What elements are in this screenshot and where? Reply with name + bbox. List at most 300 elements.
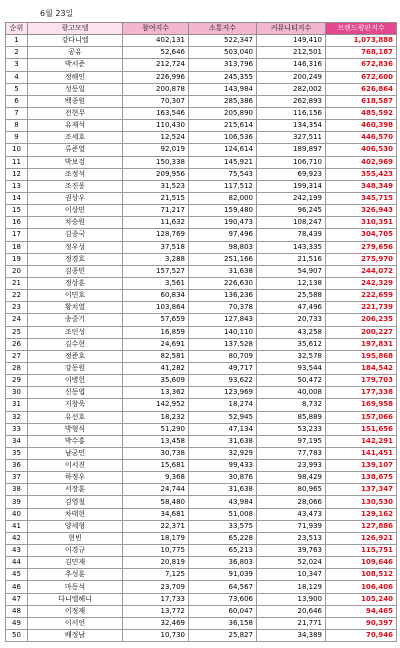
rank-cell: 2: [6, 47, 28, 59]
table-row: [6, 253, 397, 265]
community-cell: 52,024: [257, 557, 326, 569]
community-cell: 69,923: [257, 168, 326, 180]
rank-cell: 33: [6, 423, 28, 435]
participation-cell: 13,362: [123, 387, 189, 399]
communication-cell: 31,638: [189, 265, 257, 277]
communication-cell: 226,630: [189, 277, 257, 289]
brand-reputation-table: [5, 22, 397, 642]
model-name-cell: 정해인: [28, 71, 123, 83]
model-name-cell: 이서언: [28, 617, 123, 629]
model-name-cell: 조정석: [28, 168, 123, 180]
model-name-cell: 서장훈: [28, 484, 123, 496]
rank-cell: 27: [6, 350, 28, 362]
communication-cell: 93,622: [189, 375, 257, 387]
participation-cell: 103,864: [123, 302, 189, 314]
table-row: [6, 326, 397, 338]
participation-cell: 22,371: [123, 520, 189, 532]
table-row: [6, 120, 397, 132]
brand-reputation-cell: 1,073,888: [326, 35, 397, 47]
participation-cell: 209,956: [123, 168, 189, 180]
rank-cell: 47: [6, 593, 28, 605]
community-cell: 143,335: [257, 241, 326, 253]
table-row: [6, 362, 397, 374]
model-name-cell: 성동일: [28, 83, 123, 95]
model-name-cell: 전현무: [28, 107, 123, 119]
table-row: [6, 545, 397, 557]
participation-cell: 41,282: [123, 362, 189, 374]
brand-reputation-cell: 242,329: [326, 277, 397, 289]
community-cell: 34,389: [257, 630, 326, 642]
community-cell: 108,247: [257, 217, 326, 229]
model-name-cell: 김종국: [28, 229, 123, 241]
brand-reputation-cell: 768,187: [326, 47, 397, 59]
brand-reputation-cell: 195,868: [326, 350, 397, 362]
brand-reputation-cell: 108,512: [326, 569, 397, 581]
table-row: [6, 144, 397, 156]
participation-cell: 35,609: [123, 375, 189, 387]
participation-cell: 12,524: [123, 132, 189, 144]
table-row: [6, 508, 397, 520]
model-name-cell: 이경규: [28, 545, 123, 557]
model-name-cell: 박보검: [28, 156, 123, 168]
rank-cell: 43: [6, 545, 28, 557]
rank-cell: 25: [6, 326, 28, 338]
community-cell: 20,646: [257, 605, 326, 617]
participation-cell: 71,217: [123, 205, 189, 217]
communication-cell: 47,134: [189, 423, 257, 435]
participation-cell: 58,480: [123, 496, 189, 508]
model-name-cell: 황치열: [28, 302, 123, 314]
communication-cell: 123,969: [189, 387, 257, 399]
community-cell: 35,612: [257, 338, 326, 350]
community-cell: 146,316: [257, 59, 326, 71]
community-cell: 98,429: [257, 472, 326, 484]
communication-cell: 36,803: [189, 557, 257, 569]
model-name-cell: 김영철: [28, 496, 123, 508]
brand-reputation-cell: 138,675: [326, 472, 397, 484]
communication-cell: 49,717: [189, 362, 257, 374]
communication-cell: 503,040: [189, 47, 257, 59]
table-row: [6, 387, 397, 399]
brand-reputation-cell: 222,659: [326, 290, 397, 302]
participation-cell: 18,232: [123, 411, 189, 423]
table-row: [6, 277, 397, 289]
brand-reputation-cell: 139,107: [326, 460, 397, 472]
table-row: [6, 83, 397, 95]
model-name-cell: 하정우: [28, 472, 123, 484]
participation-cell: 34,681: [123, 508, 189, 520]
community-cell: 199,314: [257, 180, 326, 192]
community-cell: 200,249: [257, 71, 326, 83]
participation-cell: 9,368: [123, 472, 189, 484]
community-cell: 212,501: [257, 47, 326, 59]
brand-reputation-cell: 672,600: [326, 71, 397, 83]
participation-cell: 31,523: [123, 180, 189, 192]
brand-reputation-cell: 179,703: [326, 375, 397, 387]
participation-cell: 163,546: [123, 107, 189, 119]
model-name-cell: 정준호: [28, 350, 123, 362]
date-label: 6월 23일: [40, 9, 74, 18]
participation-cell: 92,019: [123, 144, 189, 156]
model-name-cell: 마동석: [28, 581, 123, 593]
model-name-cell: 추성훈: [28, 569, 123, 581]
table-row: [6, 217, 397, 229]
communication-cell: 285,386: [189, 95, 257, 107]
communication-cell: 140,110: [189, 326, 257, 338]
participation-cell: 17,733: [123, 593, 189, 605]
communication-cell: 205,890: [189, 107, 257, 119]
brand-reputation-cell: 221,739: [326, 302, 397, 314]
rank-cell: 7: [6, 107, 28, 119]
community-cell: 25,588: [257, 290, 326, 302]
table-row: [6, 569, 397, 581]
brand-reputation-cell: 304,705: [326, 229, 397, 241]
brand-reputation-cell: 177,338: [326, 387, 397, 399]
brand-reputation-cell: 70,946: [326, 630, 397, 642]
rank-cell: 37: [6, 472, 28, 484]
rank-cell: 49: [6, 617, 28, 629]
model-name-cell: 이서진: [28, 460, 123, 472]
communication-cell: 32,929: [189, 447, 257, 459]
model-name-cell: 박형식: [28, 423, 123, 435]
brand-reputation-cell: 310,351: [326, 217, 397, 229]
table-row: [6, 95, 397, 107]
brand-reputation-cell: 244,072: [326, 265, 397, 277]
community-cell: 18,129: [257, 581, 326, 593]
communication-cell: 82,000: [189, 192, 257, 204]
rank-cell: 12: [6, 168, 28, 180]
header-communication: 소통지수: [189, 23, 257, 35]
community-cell: 93,544: [257, 362, 326, 374]
participation-cell: 32,469: [123, 617, 189, 629]
brand-reputation-cell: 169,958: [326, 399, 397, 411]
model-name-cell: 김민재: [28, 557, 123, 569]
table-row: [6, 447, 397, 459]
table-row: [6, 156, 397, 168]
communication-cell: 91,039: [189, 569, 257, 581]
community-cell: 13,900: [257, 593, 326, 605]
participation-cell: 16,859: [123, 326, 189, 338]
participation-cell: 24,691: [123, 338, 189, 350]
rank-cell: 45: [6, 569, 28, 581]
table-row: [6, 532, 397, 544]
table-row: [6, 229, 397, 241]
header-community: 커뮤니티지수: [257, 23, 326, 35]
rank-cell: 4: [6, 71, 28, 83]
community-cell: 32,578: [257, 350, 326, 362]
communication-cell: 31,638: [189, 435, 257, 447]
rank-cell: 28: [6, 362, 28, 374]
community-cell: 106,710: [257, 156, 326, 168]
model-name-cell: 정우성: [28, 241, 123, 253]
community-cell: 40,008: [257, 387, 326, 399]
communication-cell: 30,876: [189, 472, 257, 484]
community-cell: 134,354: [257, 120, 326, 132]
model-name-cell: 조세호: [28, 132, 123, 144]
model-name-cell: 신동엽: [28, 387, 123, 399]
table-row: [6, 59, 397, 71]
participation-cell: 60,834: [123, 290, 189, 302]
brand-reputation-cell: 485,592: [326, 107, 397, 119]
brand-reputation-cell: 141,451: [326, 447, 397, 459]
participation-cell: 402,131: [123, 35, 189, 47]
table-row: [6, 47, 397, 59]
community-cell: 80,965: [257, 484, 326, 496]
header-brand-reputation: 브랜드평판지수: [326, 23, 397, 35]
participation-cell: 23,709: [123, 581, 189, 593]
table-row: [6, 460, 397, 472]
model-name-cell: 박서준: [28, 59, 123, 71]
brand-reputation-cell: 109,646: [326, 557, 397, 569]
rank-cell: 11: [6, 156, 28, 168]
community-cell: 327,511: [257, 132, 326, 144]
rank-cell: 16: [6, 217, 28, 229]
table-row: [6, 581, 397, 593]
rank-cell: 44: [6, 557, 28, 569]
table-row: [6, 241, 397, 253]
communication-cell: 190,473: [189, 217, 257, 229]
communication-cell: 65,228: [189, 532, 257, 544]
model-name-cell: 유재석: [28, 120, 123, 132]
communication-cell: 25,827: [189, 630, 257, 642]
community-cell: 282,002: [257, 83, 326, 95]
community-cell: 77,783: [257, 447, 326, 459]
participation-cell: 226,996: [123, 71, 189, 83]
brand-reputation-cell: 345,715: [326, 192, 397, 204]
rank-cell: 13: [6, 180, 28, 192]
table-row: [6, 375, 397, 387]
model-name-cell: 김수현: [28, 338, 123, 350]
model-name-cell: 양세형: [28, 520, 123, 532]
model-name-cell: 다니엘헤니: [28, 593, 123, 605]
rank-cell: 30: [6, 387, 28, 399]
communication-cell: 143,984: [189, 83, 257, 95]
brand-reputation-cell: 348,349: [326, 180, 397, 192]
rank-cell: 34: [6, 435, 28, 447]
brand-reputation-cell: 126,921: [326, 532, 397, 544]
rank-cell: 36: [6, 460, 28, 472]
communication-cell: 64,567: [189, 581, 257, 593]
table-row: [6, 605, 397, 617]
participation-cell: 157,527: [123, 265, 189, 277]
rank-cell: 1: [6, 35, 28, 47]
community-cell: 116,156: [257, 107, 326, 119]
model-name-cell: 이정재: [28, 605, 123, 617]
participation-cell: 52,646: [123, 47, 189, 59]
table-row: [6, 520, 397, 532]
community-cell: 53,233: [257, 423, 326, 435]
header-model: 광고모델: [28, 23, 123, 35]
communication-cell: 98,803: [189, 241, 257, 253]
rank-cell: 22: [6, 290, 28, 302]
table-row: [6, 617, 397, 629]
participation-cell: 37,518: [123, 241, 189, 253]
communication-cell: 60,047: [189, 605, 257, 617]
brand-reputation-cell: 406,530: [326, 144, 397, 156]
rank-cell: 46: [6, 581, 28, 593]
community-cell: 20,733: [257, 314, 326, 326]
brand-reputation-cell: 626,864: [326, 83, 397, 95]
communication-cell: 136,236: [189, 290, 257, 302]
community-cell: 96,245: [257, 205, 326, 217]
participation-cell: 20,819: [123, 557, 189, 569]
communication-cell: 75,543: [189, 168, 257, 180]
table-row: [6, 338, 397, 350]
communication-cell: 251,166: [189, 253, 257, 265]
communication-cell: 31,638: [189, 484, 257, 496]
communication-cell: 127,843: [189, 314, 257, 326]
communication-cell: 73,606: [189, 593, 257, 605]
participation-cell: 10,775: [123, 545, 189, 557]
communication-cell: 215,614: [189, 120, 257, 132]
brand-reputation-cell: 94,465: [326, 605, 397, 617]
community-cell: 262,893: [257, 95, 326, 107]
community-cell: 8,732: [257, 399, 326, 411]
model-name-cell: 김종민: [28, 265, 123, 277]
model-name-cell: 남궁민: [28, 447, 123, 459]
brand-reputation-cell: 105,240: [326, 593, 397, 605]
brand-reputation-cell: 106,406: [326, 581, 397, 593]
community-cell: 85,889: [257, 411, 326, 423]
brand-reputation-cell: 197,831: [326, 338, 397, 350]
rank-cell: 40: [6, 508, 28, 520]
community-cell: 189,897: [257, 144, 326, 156]
brand-reputation-cell: 115,751: [326, 545, 397, 557]
brand-reputation-cell: 137,347: [326, 484, 397, 496]
rank-cell: 20: [6, 265, 28, 277]
community-cell: 54,907: [257, 265, 326, 277]
communication-cell: 33,575: [189, 520, 257, 532]
table-row: [6, 411, 397, 423]
participation-cell: 3,561: [123, 277, 189, 289]
community-cell: 10,347: [257, 569, 326, 581]
model-name-cell: 류준열: [28, 144, 123, 156]
rank-cell: 24: [6, 314, 28, 326]
table-row: [6, 290, 397, 302]
model-name-cell: 공유: [28, 47, 123, 59]
brand-reputation-cell: 151,656: [326, 423, 397, 435]
communication-cell: 99,433: [189, 460, 257, 472]
community-cell: 43,473: [257, 508, 326, 520]
brand-reputation-cell: 446,570: [326, 132, 397, 144]
brand-reputation-cell: 130,530: [326, 496, 397, 508]
communication-cell: 522,347: [189, 35, 257, 47]
communication-cell: 245,355: [189, 71, 257, 83]
model-name-cell: 조인성: [28, 326, 123, 338]
model-name-cell: 정경호: [28, 253, 123, 265]
model-name-cell: 현빈: [28, 532, 123, 544]
rank-cell: 23: [6, 302, 28, 314]
table-row: [6, 399, 397, 411]
rank-cell: 29: [6, 375, 28, 387]
rank-cell: 14: [6, 192, 28, 204]
brand-reputation-cell: 200,227: [326, 326, 397, 338]
communication-cell: 313,796: [189, 59, 257, 71]
community-cell: 97,195: [257, 435, 326, 447]
community-cell: 78,439: [257, 229, 326, 241]
rank-cell: 50: [6, 630, 28, 642]
model-name-cell: 유선호: [28, 411, 123, 423]
table-row: [6, 472, 397, 484]
model-name-cell: 배정남: [28, 630, 123, 642]
participation-cell: 7,125: [123, 569, 189, 581]
participation-cell: 11,632: [123, 217, 189, 229]
table-row: [6, 107, 397, 119]
table-row: [6, 423, 397, 435]
brand-reputation-cell: 402,969: [326, 156, 397, 168]
table-row: [6, 435, 397, 447]
participation-cell: 212,724: [123, 59, 189, 71]
participation-cell: 18,179: [123, 532, 189, 544]
communication-cell: 159,480: [189, 205, 257, 217]
participation-cell: 150,338: [123, 156, 189, 168]
communication-cell: 106,536: [189, 132, 257, 144]
rank-cell: 19: [6, 253, 28, 265]
model-name-cell: 권상우: [28, 192, 123, 204]
rank-cell: 21: [6, 277, 28, 289]
rank-cell: 42: [6, 532, 28, 544]
brand-reputation-cell: 184,542: [326, 362, 397, 374]
model-name-cell: 조진웅: [28, 180, 123, 192]
community-cell: 39,763: [257, 545, 326, 557]
rank-cell: 6: [6, 95, 28, 107]
community-cell: 28,066: [257, 496, 326, 508]
community-cell: 23,513: [257, 532, 326, 544]
communication-cell: 97,496: [189, 229, 257, 241]
model-name-cell: 차승원: [28, 217, 123, 229]
communication-cell: 65,213: [189, 545, 257, 557]
table-row: [6, 302, 397, 314]
communication-cell: 137,528: [189, 338, 257, 350]
rank-cell: 8: [6, 120, 28, 132]
table-row: [6, 35, 397, 47]
rank-cell: 35: [6, 447, 28, 459]
model-name-cell: 이병헌: [28, 375, 123, 387]
participation-cell: 128,769: [123, 229, 189, 241]
model-name-cell: 차태현: [28, 508, 123, 520]
brand-reputation-cell: 275,970: [326, 253, 397, 265]
participation-cell: 51,290: [123, 423, 189, 435]
community-cell: 50,472: [257, 375, 326, 387]
rank-cell: 15: [6, 205, 28, 217]
table-row: [6, 593, 397, 605]
brand-reputation-cell: 142,291: [326, 435, 397, 447]
rank-cell: 39: [6, 496, 28, 508]
rank-cell: 41: [6, 520, 28, 532]
participation-cell: 15,681: [123, 460, 189, 472]
brand-reputation-cell: 460,398: [326, 120, 397, 132]
brand-reputation-cell: 127,886: [326, 520, 397, 532]
participation-cell: 10,730: [123, 630, 189, 642]
rank-cell: 26: [6, 338, 28, 350]
table-row: [6, 132, 397, 144]
communication-cell: 43,984: [189, 496, 257, 508]
rank-cell: 9: [6, 132, 28, 144]
table-row: [6, 496, 397, 508]
participation-cell: 13,458: [123, 435, 189, 447]
rank-cell: 38: [6, 484, 28, 496]
table-row: [6, 630, 397, 642]
model-name-cell: 송중기: [28, 314, 123, 326]
brand-reputation-cell: 157,066: [326, 411, 397, 423]
table-row: [6, 350, 397, 362]
table-row: [6, 557, 397, 569]
participation-cell: 24,744: [123, 484, 189, 496]
table-row: [6, 205, 397, 217]
rank-cell: 48: [6, 605, 28, 617]
participation-cell: 200,878: [123, 83, 189, 95]
communication-cell: 18,274: [189, 399, 257, 411]
